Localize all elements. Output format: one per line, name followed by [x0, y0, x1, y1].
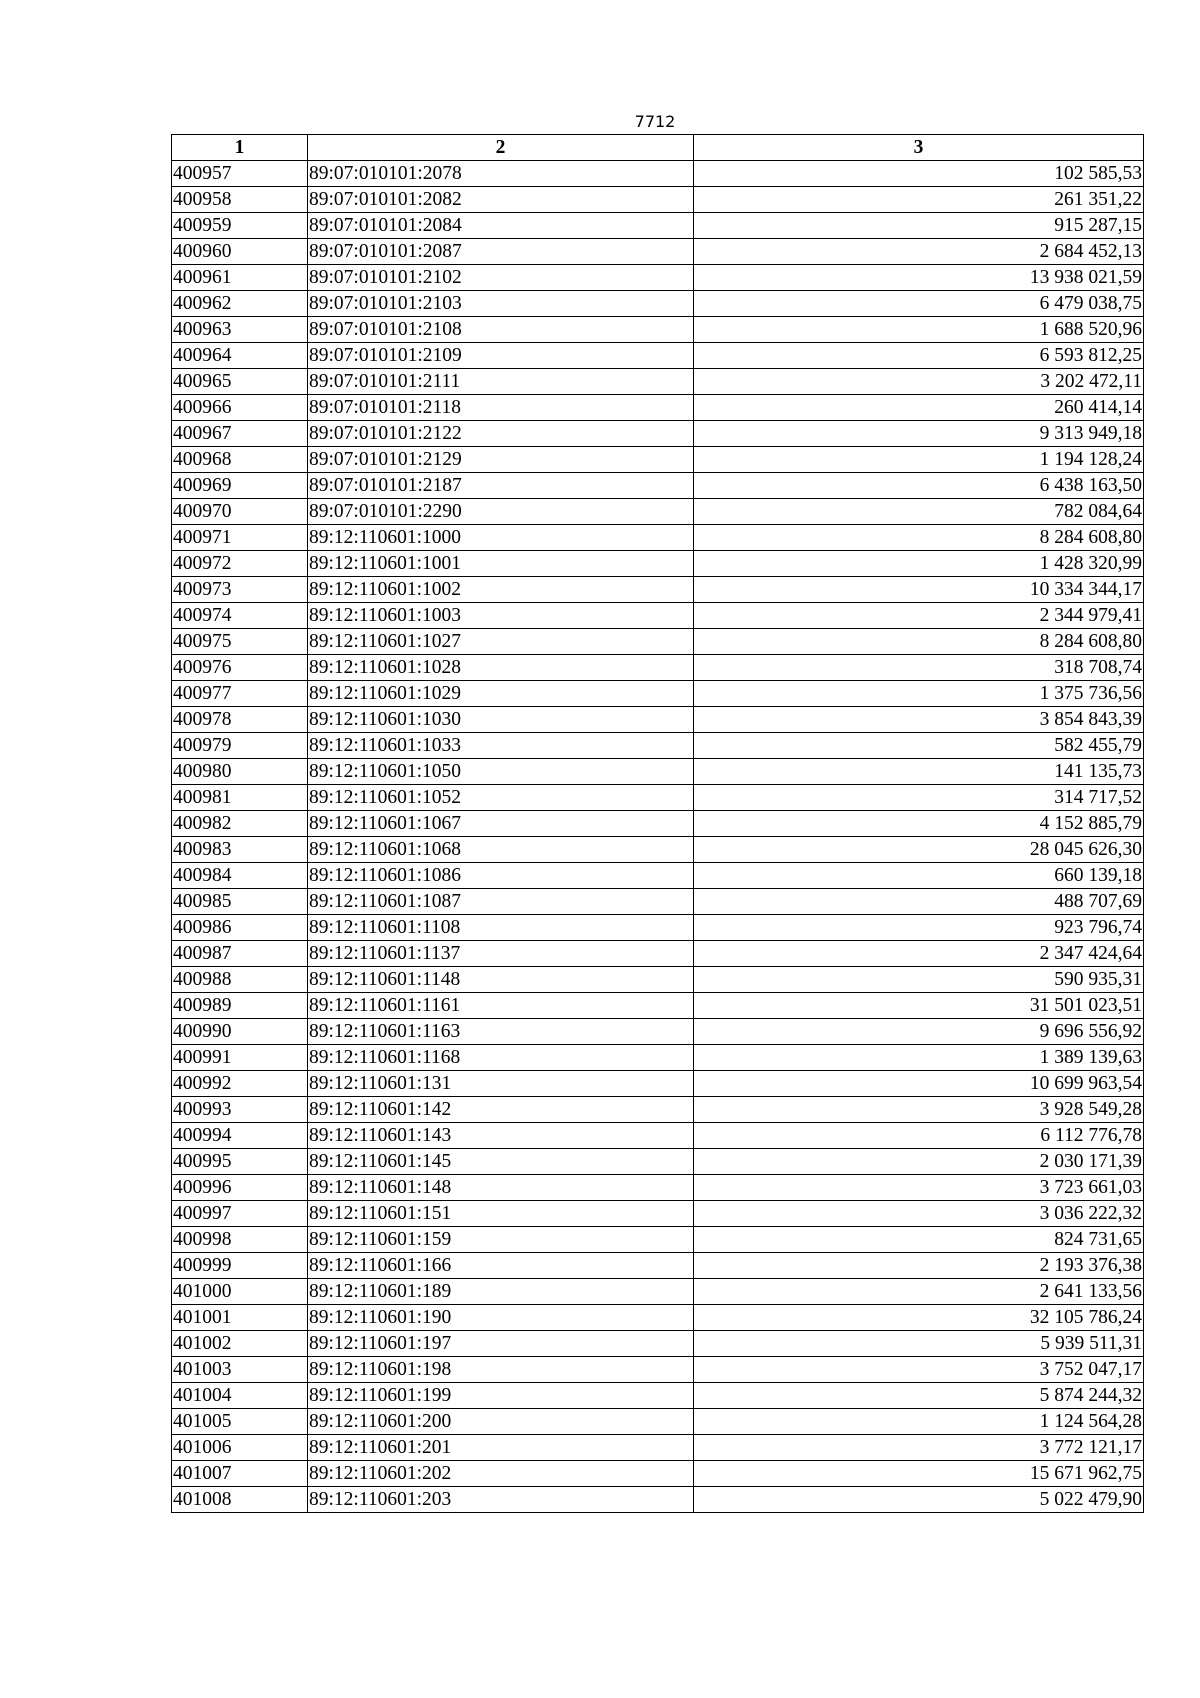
table-row	[172, 1409, 1144, 1435]
row-number-cell: 400982	[172, 811, 308, 837]
value-cell: 1 688 520,96	[694, 317, 1144, 343]
value-cell: 5 022 479,90	[694, 1487, 1144, 1513]
cadastral-number-cell: 89:12:110601:1050	[308, 759, 694, 785]
value-cell: 660 139,18	[694, 863, 1144, 889]
row-number-cell: 400997	[172, 1201, 308, 1227]
cadastral-number-cell: 89:12:110601:197	[308, 1331, 694, 1357]
cadastral-number-cell: 89:12:110601:201	[308, 1435, 694, 1461]
cadastral-number-cell: 89:12:110601:202	[308, 1461, 694, 1487]
table-row	[172, 1175, 1144, 1201]
table-row	[172, 1357, 1144, 1383]
table-row	[172, 1435, 1144, 1461]
row-number-cell: 400999	[172, 1253, 308, 1279]
table-row	[172, 317, 1144, 343]
table-row	[172, 1071, 1144, 1097]
table-row	[172, 1487, 1144, 1513]
cadastral-number-cell: 89:12:110601:190	[308, 1305, 694, 1331]
value-cell: 3 772 121,17	[694, 1435, 1144, 1461]
table-row	[172, 1149, 1144, 1175]
row-number-cell: 400974	[172, 603, 308, 629]
table-row	[172, 733, 1144, 759]
row-number-cell: 400992	[172, 1071, 308, 1097]
row-number-cell: 400962	[172, 291, 308, 317]
value-cell: 3 036 222,32	[694, 1201, 1144, 1227]
row-number-cell: 400993	[172, 1097, 308, 1123]
cadastral-number-cell: 89:07:010101:2187	[308, 473, 694, 499]
table-row	[172, 161, 1144, 187]
table-row	[172, 1305, 1144, 1331]
register-table	[171, 134, 1144, 1513]
row-number-cell: 400989	[172, 993, 308, 1019]
row-number-cell: 401005	[172, 1409, 308, 1435]
cadastral-number-cell: 89:07:010101:2102	[308, 265, 694, 291]
cadastral-number-cell: 89:12:110601:1137	[308, 941, 694, 967]
row-number-cell: 400972	[172, 551, 308, 577]
value-cell: 102 585,53	[694, 161, 1144, 187]
cadastral-number-cell: 89:12:110601:1027	[308, 629, 694, 655]
value-cell: 2 347 424,64	[694, 941, 1144, 967]
column-header-3: 3	[694, 135, 1144, 161]
table-row	[172, 187, 1144, 213]
value-cell: 261 351,22	[694, 187, 1144, 213]
table-row	[172, 915, 1144, 941]
table-row	[172, 1045, 1144, 1071]
cadastral-number-cell: 89:07:010101:2118	[308, 395, 694, 421]
value-cell: 1 194 128,24	[694, 447, 1144, 473]
value-cell: 6 479 038,75	[694, 291, 1144, 317]
value-cell: 28 045 626,30	[694, 837, 1144, 863]
cadastral-number-cell: 89:12:110601:1067	[308, 811, 694, 837]
row-number-cell: 400987	[172, 941, 308, 967]
table-row	[172, 421, 1144, 447]
table-row	[172, 967, 1144, 993]
table-row	[172, 1123, 1144, 1149]
row-number-cell: 400996	[172, 1175, 308, 1201]
cadastral-number-cell: 89:12:110601:203	[308, 1487, 694, 1513]
row-number-cell: 400985	[172, 889, 308, 915]
cadastral-number-cell: 89:12:110601:1148	[308, 967, 694, 993]
value-cell: 10 699 963,54	[694, 1071, 1144, 1097]
value-cell: 9 696 556,92	[694, 1019, 1144, 1045]
value-cell: 2 641 133,56	[694, 1279, 1144, 1305]
value-cell: 6 593 812,25	[694, 343, 1144, 369]
table-row	[172, 551, 1144, 577]
cadastral-number-cell: 89:12:110601:143	[308, 1123, 694, 1149]
value-cell: 3 752 047,17	[694, 1357, 1144, 1383]
table-row	[172, 993, 1144, 1019]
row-number-cell: 400994	[172, 1123, 308, 1149]
table-row	[172, 837, 1144, 863]
table-row	[172, 863, 1144, 889]
value-cell: 141 135,73	[694, 759, 1144, 785]
cadastral-number-cell: 89:12:110601:131	[308, 1071, 694, 1097]
table-row	[172, 239, 1144, 265]
value-cell: 3 854 843,39	[694, 707, 1144, 733]
table-row	[172, 785, 1144, 811]
cadastral-number-cell: 89:07:010101:2084	[308, 213, 694, 239]
cadastral-number-cell: 89:12:110601:148	[308, 1175, 694, 1201]
value-cell: 1 428 320,99	[694, 551, 1144, 577]
table-row	[172, 525, 1144, 551]
table-row	[172, 1383, 1144, 1409]
row-number-cell: 400968	[172, 447, 308, 473]
row-number-cell: 401004	[172, 1383, 308, 1409]
table-row	[172, 447, 1144, 473]
row-number-cell: 400965	[172, 369, 308, 395]
row-number-cell: 400971	[172, 525, 308, 551]
value-cell: 32 105 786,24	[694, 1305, 1144, 1331]
value-cell: 590 935,31	[694, 967, 1144, 993]
row-number-cell: 401008	[172, 1487, 308, 1513]
row-number-cell: 400967	[172, 421, 308, 447]
cadastral-number-cell: 89:07:010101:2087	[308, 239, 694, 265]
value-cell: 6 112 776,78	[694, 1123, 1144, 1149]
table-row	[172, 291, 1144, 317]
cadastral-number-cell: 89:12:110601:1086	[308, 863, 694, 889]
row-number-cell: 400970	[172, 499, 308, 525]
cadastral-number-cell: 89:12:110601:189	[308, 1279, 694, 1305]
value-cell: 2 030 171,39	[694, 1149, 1144, 1175]
table-row	[172, 1201, 1144, 1227]
value-cell: 1 124 564,28	[694, 1409, 1144, 1435]
page-number: 7712	[634, 112, 676, 131]
value-cell: 2 344 979,41	[694, 603, 1144, 629]
table-row	[172, 707, 1144, 733]
row-number-cell: 400964	[172, 343, 308, 369]
value-cell: 3 928 549,28	[694, 1097, 1144, 1123]
value-cell: 824 731,65	[694, 1227, 1144, 1253]
row-number-cell: 400983	[172, 837, 308, 863]
row-number-cell: 400980	[172, 759, 308, 785]
row-number-cell: 401007	[172, 1461, 308, 1487]
table-row	[172, 1279, 1144, 1305]
value-cell: 923 796,74	[694, 915, 1144, 941]
row-number-cell: 400977	[172, 681, 308, 707]
value-cell: 260 414,14	[694, 395, 1144, 421]
row-number-cell: 400998	[172, 1227, 308, 1253]
row-number-cell: 401002	[172, 1331, 308, 1357]
row-number-cell: 400991	[172, 1045, 308, 1071]
table-row	[172, 1019, 1144, 1045]
table-row	[172, 213, 1144, 239]
table-row	[172, 1253, 1144, 1279]
cadastral-number-cell: 89:12:110601:159	[308, 1227, 694, 1253]
value-cell: 5 939 511,31	[694, 1331, 1144, 1357]
row-number-cell: 400957	[172, 161, 308, 187]
table-row	[172, 395, 1144, 421]
cadastral-number-cell: 89:12:110601:1029	[308, 681, 694, 707]
row-number-cell: 400966	[172, 395, 308, 421]
cadastral-number-cell: 89:12:110601:198	[308, 1357, 694, 1383]
value-cell: 314 717,52	[694, 785, 1144, 811]
table-body	[172, 161, 1144, 1513]
cadastral-number-cell: 89:12:110601:1003	[308, 603, 694, 629]
value-cell: 3 723 661,03	[694, 1175, 1144, 1201]
value-cell: 915 287,15	[694, 213, 1144, 239]
row-number-cell: 400959	[172, 213, 308, 239]
row-number-cell: 400961	[172, 265, 308, 291]
cadastral-number-cell: 89:12:110601:142	[308, 1097, 694, 1123]
cadastral-number-cell: 89:12:110601:200	[308, 1409, 694, 1435]
cadastral-number-cell: 89:07:010101:2290	[308, 499, 694, 525]
value-cell: 1 389 139,63	[694, 1045, 1144, 1071]
cadastral-number-cell: 89:12:110601:145	[308, 1149, 694, 1175]
row-number-cell: 400990	[172, 1019, 308, 1045]
table-row	[172, 1097, 1144, 1123]
cadastral-number-cell: 89:12:110601:151	[308, 1201, 694, 1227]
cadastral-number-cell: 89:12:110601:1087	[308, 889, 694, 915]
cadastral-number-cell: 89:12:110601:1068	[308, 837, 694, 863]
row-number-cell: 400988	[172, 967, 308, 993]
cadastral-number-cell: 89:07:010101:2082	[308, 187, 694, 213]
row-number-cell: 401000	[172, 1279, 308, 1305]
cadastral-number-cell: 89:12:110601:1161	[308, 993, 694, 1019]
row-number-cell: 400981	[172, 785, 308, 811]
row-number-cell: 400960	[172, 239, 308, 265]
row-number-cell: 401006	[172, 1435, 308, 1461]
table-row	[172, 577, 1144, 603]
row-number-cell: 400973	[172, 577, 308, 603]
cadastral-number-cell: 89:07:010101:2103	[308, 291, 694, 317]
table-row	[172, 759, 1144, 785]
row-number-cell: 400975	[172, 629, 308, 655]
value-cell: 13 938 021,59	[694, 265, 1144, 291]
row-number-cell: 400986	[172, 915, 308, 941]
row-number-cell: 400969	[172, 473, 308, 499]
cadastral-number-cell: 89:07:010101:2129	[308, 447, 694, 473]
table-row	[172, 369, 1144, 395]
cadastral-number-cell: 89:12:110601:1002	[308, 577, 694, 603]
column-header-1: 1	[172, 135, 308, 161]
cadastral-number-cell: 89:12:110601:1000	[308, 525, 694, 551]
value-cell: 2 193 376,38	[694, 1253, 1144, 1279]
table-row	[172, 629, 1144, 655]
cadastral-number-cell: 89:12:110601:1030	[308, 707, 694, 733]
table-row	[172, 1227, 1144, 1253]
value-cell: 4 152 885,79	[694, 811, 1144, 837]
table-row	[172, 889, 1144, 915]
cadastral-number-cell: 89:12:110601:1108	[308, 915, 694, 941]
cadastral-number-cell: 89:12:110601:199	[308, 1383, 694, 1409]
row-number-cell: 400963	[172, 317, 308, 343]
column-header-2: 2	[308, 135, 694, 161]
cadastral-number-cell: 89:12:110601:1168	[308, 1045, 694, 1071]
table-row	[172, 811, 1144, 837]
value-cell: 9 313 949,18	[694, 421, 1144, 447]
value-cell: 488 707,69	[694, 889, 1144, 915]
row-number-cell: 400976	[172, 655, 308, 681]
row-number-cell: 400958	[172, 187, 308, 213]
value-cell: 8 284 608,80	[694, 629, 1144, 655]
cadastral-number-cell: 89:07:010101:2108	[308, 317, 694, 343]
cadastral-number-cell: 89:12:110601:1001	[308, 551, 694, 577]
cadastral-number-cell: 89:07:010101:2078	[308, 161, 694, 187]
table-row	[172, 681, 1144, 707]
row-number-cell: 400984	[172, 863, 308, 889]
value-cell: 3 202 472,11	[694, 369, 1144, 395]
value-cell: 8 284 608,80	[694, 525, 1144, 551]
table-row	[172, 499, 1144, 525]
value-cell: 318 708,74	[694, 655, 1144, 681]
cadastral-number-cell: 89:12:110601:1028	[308, 655, 694, 681]
table-row	[172, 1461, 1144, 1487]
value-cell: 1 375 736,56	[694, 681, 1144, 707]
table-row	[172, 343, 1144, 369]
table-row	[172, 265, 1144, 291]
table-row	[172, 655, 1144, 681]
cadastral-number-cell: 89:12:110601:1163	[308, 1019, 694, 1045]
table-header-row	[172, 135, 1144, 161]
cadastral-number-cell: 89:12:110601:1052	[308, 785, 694, 811]
row-number-cell: 400995	[172, 1149, 308, 1175]
value-cell: 10 334 344,17	[694, 577, 1144, 603]
table-row	[172, 1331, 1144, 1357]
row-number-cell: 401003	[172, 1357, 308, 1383]
row-number-cell: 401001	[172, 1305, 308, 1331]
cadastral-number-cell: 89:12:110601:1033	[308, 733, 694, 759]
row-number-cell: 400978	[172, 707, 308, 733]
table-row	[172, 603, 1144, 629]
cadastral-number-cell: 89:07:010101:2109	[308, 343, 694, 369]
row-number-cell: 400979	[172, 733, 308, 759]
value-cell: 6 438 163,50	[694, 473, 1144, 499]
cadastral-number-cell: 89:07:010101:2122	[308, 421, 694, 447]
value-cell: 2 684 452,13	[694, 239, 1144, 265]
table-row	[172, 473, 1144, 499]
value-cell: 15 671 962,75	[694, 1461, 1144, 1487]
cadastral-number-cell: 89:07:010101:2111	[308, 369, 694, 395]
value-cell: 782 084,64	[694, 499, 1144, 525]
cadastral-number-cell: 89:12:110601:166	[308, 1253, 694, 1279]
value-cell: 582 455,79	[694, 733, 1144, 759]
table-row	[172, 941, 1144, 967]
value-cell: 31 501 023,51	[694, 993, 1144, 1019]
value-cell: 5 874 244,32	[694, 1383, 1144, 1409]
